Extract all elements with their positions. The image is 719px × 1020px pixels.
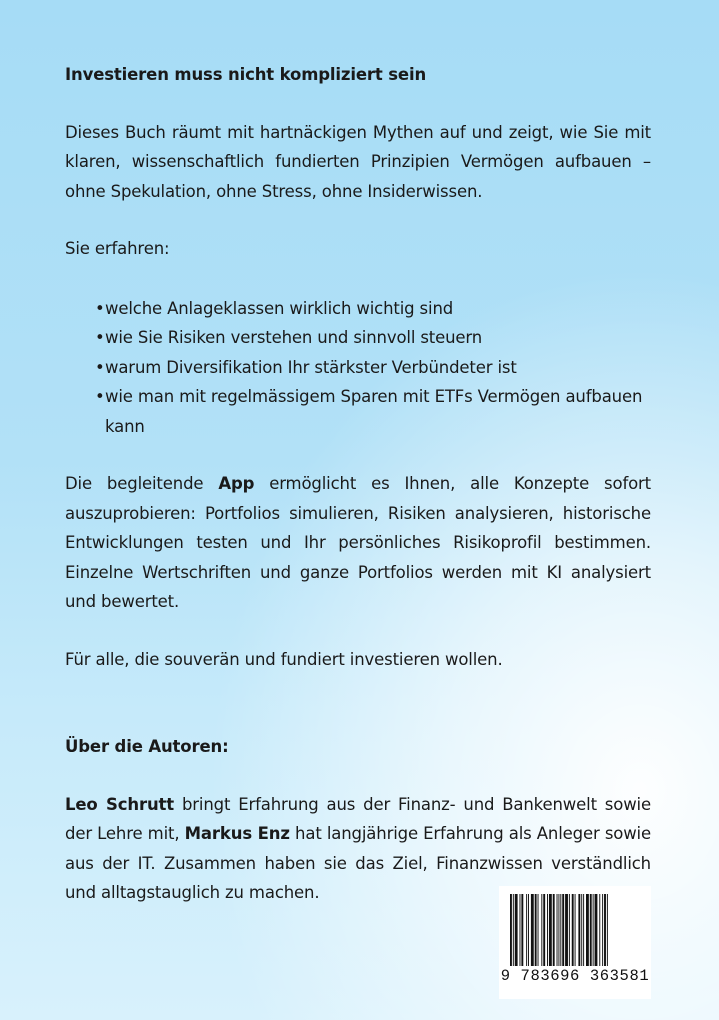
barcode-bar bbox=[528, 894, 529, 966]
barcode-bar bbox=[602, 894, 603, 966]
barcode-bar bbox=[557, 894, 558, 966]
list-item-text: welche Anlageklassen wirklich wichtig sind bbox=[105, 298, 454, 318]
list-item bbox=[95, 382, 651, 441]
bullet-icon: • bbox=[95, 298, 105, 318]
author-name: Leo Schrutt bbox=[65, 794, 175, 814]
authors-text: hat langjährige Erfahrung als Anleger sowie aus der IT. Zusammen haben sie das Ziel, Finanzwissen verständlich und alltagstauglich zu machen. bbox=[65, 824, 651, 902]
barcode-bar bbox=[515, 894, 518, 966]
barcode-bar bbox=[595, 894, 598, 966]
barcode-bar bbox=[558, 894, 559, 966]
barcode-bar bbox=[510, 894, 512, 966]
barcode-bar bbox=[583, 894, 584, 966]
bullet-icon: • bbox=[95, 387, 105, 406]
isbn-number: 9 783696 363581 bbox=[500, 967, 650, 985]
barcode-bar bbox=[565, 894, 568, 966]
barcode-bar bbox=[543, 894, 545, 966]
barcode-bar bbox=[531, 894, 534, 966]
barcode-bar bbox=[513, 894, 514, 966]
barcode-bar bbox=[578, 894, 580, 966]
authors-heading: Über die Autoren: bbox=[65, 737, 229, 756]
list-item bbox=[95, 294, 651, 324]
barcode-bar bbox=[590, 894, 592, 966]
list-item-text: wie Sie Risiken verstehen und sinnvoll steuern bbox=[105, 328, 483, 347]
barcode-bar bbox=[521, 894, 523, 966]
page-title: Investieren muss nicht kompliziert sein bbox=[65, 65, 427, 84]
benefits-list bbox=[65, 294, 651, 442]
barcode-bar bbox=[581, 894, 582, 966]
barcode-bar bbox=[553, 894, 555, 966]
barcode-bar bbox=[572, 894, 574, 966]
barcode-bar bbox=[541, 894, 542, 966]
learn-label: Sie erfahren: bbox=[65, 239, 170, 258]
list-item-text: warum Diversifikation Ihr stärkster Verbündeter ist bbox=[105, 357, 517, 377]
barcode-bar bbox=[586, 894, 589, 966]
barcode-bar bbox=[526, 894, 527, 966]
app-name: App bbox=[218, 474, 255, 493]
barcode-bar bbox=[560, 894, 561, 966]
bullet-icon: • bbox=[95, 328, 105, 347]
bullet-icon: • bbox=[95, 357, 105, 377]
barcode-bar bbox=[520, 894, 521, 966]
author-name: Markus Enz bbox=[184, 824, 290, 843]
barcode-bar bbox=[549, 894, 552, 966]
isbn-barcode bbox=[499, 886, 651, 999]
intro-paragraph: Dieses Buch räumt mit hartnäckigen Mythen auf und zeigt, wie Sie mit klaren, wissenschaftlich fundierten Prinzipien Vermögen aufbauen – ohne Spekulation, ohne Stress, ohne Insiderwissen. bbox=[65, 122, 651, 201]
app-paragraph bbox=[65, 469, 651, 617]
list-item bbox=[95, 323, 651, 353]
list-item-text: wie man mit regelmässigem Sparen mit ETFs Vermögen aufbauen kann bbox=[105, 387, 643, 436]
barcode-bar bbox=[538, 894, 539, 966]
barcode-bar bbox=[569, 894, 570, 966]
barcode-bar bbox=[593, 894, 594, 966]
barcode-bars bbox=[509, 894, 641, 966]
barcode-bar bbox=[562, 894, 564, 966]
barcode-bar bbox=[607, 894, 608, 966]
barcode-bar bbox=[604, 894, 606, 966]
barcode-bar bbox=[535, 894, 537, 966]
back-cover-text bbox=[65, 60, 651, 908]
audience-statement: Für alle, die souverän und fundiert investieren wollen. bbox=[65, 649, 503, 669]
app-text-after: ermöglicht es Ihnen, alle Konzepte sofort auszuprobieren: Portfolios simulieren, Risiken analysieren, historische Entwicklungen testen und Ihr persönliches Risikoprofil bestimmen. Einzelne Wertschriften und ganze Portfolios werden mit KI analysiert und bewertet. bbox=[65, 474, 652, 611]
list-item bbox=[95, 353, 651, 383]
barcode-bar bbox=[575, 894, 576, 966]
barcode-bar bbox=[547, 894, 548, 966]
app-text-before: Die begleitende bbox=[65, 474, 219, 493]
barcode-bar bbox=[599, 894, 600, 966]
authors-text: bringt Erfahrung aus der Finanz- und Bankenwelt sowie der Lehre mit, bbox=[65, 794, 651, 843]
